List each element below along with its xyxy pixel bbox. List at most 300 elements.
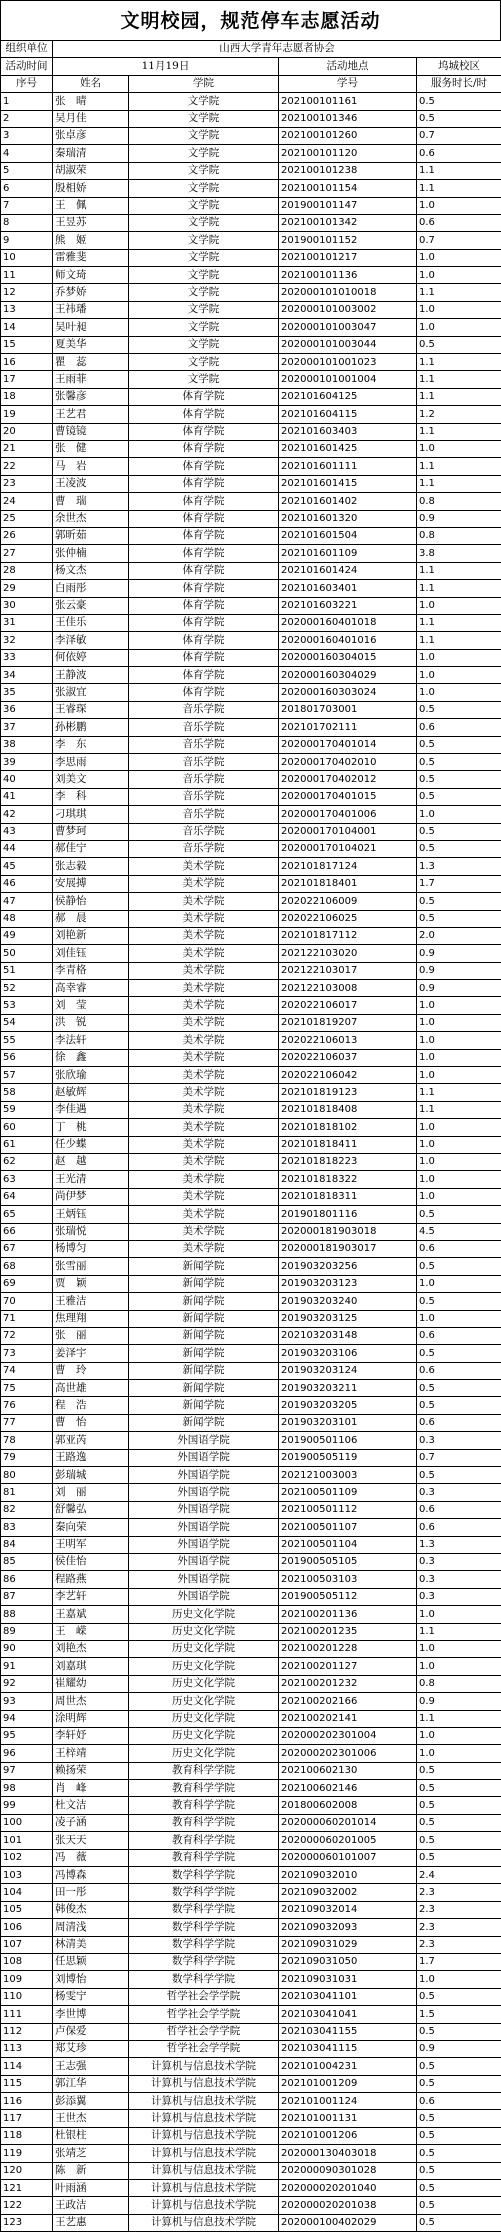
table-row (1, 180, 501, 197)
cell-name: 白雨彤 (53, 580, 129, 597)
cell-college: 外国语学院 (129, 1536, 279, 1553)
cell-student-id: 202000170402010 (279, 754, 417, 771)
cell-hours: 0.5 (417, 1345, 501, 1362)
cell-index: 60 (1, 1119, 53, 1136)
cell-college: 哲学社会学学院 (129, 2040, 279, 2057)
cell-name: 李思雨 (53, 754, 129, 771)
cell-student-id: 202100602130 (279, 1762, 417, 1779)
cell-college: 美术学院 (129, 910, 279, 927)
cell-name: 刘艳杰 (53, 1640, 129, 1657)
cell-student-id: 202100202141 (279, 1710, 417, 1727)
cell-index: 38 (1, 736, 53, 753)
table-row (1, 1501, 501, 1518)
table-row (1, 354, 501, 371)
cell-name: 侯静怡 (53, 893, 129, 910)
cell-student-id: 202100202166 (279, 1693, 417, 1710)
time-value: 11月19日 (53, 58, 279, 75)
cell-name: 周清浅 (53, 1919, 129, 1936)
cell-college: 教育科学学院 (129, 1814, 279, 1831)
cell-hours: 1.1 (417, 458, 501, 475)
cell-index: 80 (1, 1467, 53, 1484)
cell-index: 6 (1, 180, 53, 197)
org-value: 山西大学青年志愿者协会 (53, 41, 501, 58)
cell-hours: 0.5 (417, 2110, 501, 2127)
cell-college: 文学院 (129, 249, 279, 266)
cell-student-id: 202101601424 (279, 562, 417, 579)
cell-hours: 0.5 (417, 2214, 501, 2231)
cell-hours: 0.5 (417, 2145, 501, 2162)
cell-index: 90 (1, 1640, 53, 1657)
cell-name: 王昱苏 (53, 214, 129, 231)
cell-college: 文学院 (129, 162, 279, 179)
table-row (1, 2127, 501, 2144)
cell-name: 刘嘉琪 (53, 1658, 129, 1675)
cell-student-id: 202100101161 (279, 93, 417, 110)
cell-college: 美术学院 (129, 1206, 279, 1223)
table-row (1, 1345, 501, 1362)
cell-hours: 1.1 (417, 388, 501, 405)
cell-student-id: 202000181903018 (279, 1223, 417, 1240)
cell-hours: 1.0 (417, 249, 501, 266)
cell-name: 刘 莹 (53, 997, 129, 1014)
cell-college: 文学院 (129, 110, 279, 127)
table-row (1, 1101, 501, 1118)
table-row (1, 1762, 501, 1779)
table-row (1, 440, 501, 457)
cell-student-id: 202101004231 (279, 2058, 417, 2075)
cell-index: 57 (1, 1067, 53, 1084)
cell-student-id: 201900101152 (279, 232, 417, 249)
cell-index: 47 (1, 893, 53, 910)
table-row (1, 2040, 501, 2057)
cell-index: 44 (1, 840, 53, 857)
cell-college: 体育学院 (129, 423, 279, 440)
cell-hours: 0.6 (417, 1501, 501, 1518)
cell-name: 刘佳钰 (53, 945, 129, 962)
cell-student-id: 202100503103 (279, 1571, 417, 1588)
cell-college: 计算机与信息技术学院 (129, 2075, 279, 2092)
cell-hours: 1.7 (417, 1953, 501, 1970)
cell-student-id: 202022106013 (279, 1032, 417, 1049)
cell-name: 曹梦珂 (53, 823, 129, 840)
cell-name: 刘博怡 (53, 1971, 129, 1988)
table-row (1, 962, 501, 979)
cell-hours: 2.3 (417, 1901, 501, 1918)
cell-college: 教育科学学院 (129, 1780, 279, 1797)
cell-college: 文学院 (129, 232, 279, 249)
cell-hours: 0.9 (417, 980, 501, 997)
cell-hours: 2.3 (417, 1919, 501, 1936)
cell-hours: 1.0 (417, 1136, 501, 1153)
cell-student-id: 202101601504 (279, 527, 417, 544)
cell-index: 61 (1, 1136, 53, 1153)
cell-name: 姜泽宇 (53, 1345, 129, 1362)
cell-index: 54 (1, 1014, 53, 1031)
cell-index: 67 (1, 1240, 53, 1257)
table-row (1, 1049, 501, 1066)
cell-student-id: 202100201228 (279, 1640, 417, 1657)
cell-hours: 1.1 (417, 632, 501, 649)
cell-college: 外国语学院 (129, 1449, 279, 1466)
table-row (1, 1675, 501, 1692)
cell-college: 外国语学院 (129, 1501, 279, 1518)
cell-college: 哲学社会学学院 (129, 2006, 279, 2023)
cell-index: 39 (1, 754, 53, 771)
table-row (1, 162, 501, 179)
cell-student-id: 202109032014 (279, 1901, 417, 1918)
cell-name: 彭瑞城 (53, 1467, 129, 1484)
table-row (1, 1606, 501, 1623)
cell-hours: 0.6 (417, 1519, 501, 1536)
cell-hours: 0.7 (417, 232, 501, 249)
cell-index: 35 (1, 684, 53, 701)
cell-index: 24 (1, 493, 53, 510)
cell-name: 雷雅斐 (53, 249, 129, 266)
cell-college: 外国语学院 (129, 1432, 279, 1449)
cell-hours: 1.0 (417, 1971, 501, 1988)
cell-hours: 0.8 (417, 493, 501, 510)
cell-college: 文学院 (129, 267, 279, 284)
cell-hours: 0.7 (417, 127, 501, 144)
cell-student-id: 202101601425 (279, 440, 417, 457)
column-header-row (1, 75, 501, 92)
cell-college: 美术学院 (129, 980, 279, 997)
cell-student-id: 202000101003047 (279, 319, 417, 336)
cell-college: 教育科学学院 (129, 1797, 279, 1814)
cell-college: 数学科学学院 (129, 1936, 279, 1953)
table-row (1, 1414, 501, 1431)
cell-student-id: 201903203124 (279, 1362, 417, 1379)
cell-name: 瞿 蕊 (53, 354, 129, 371)
table-row (1, 1484, 501, 1501)
cell-name: 刁琪琪 (53, 806, 129, 823)
cell-name: 程路燕 (53, 1571, 129, 1588)
org-label: 组织单位 (1, 41, 53, 58)
cell-name: 任思颖 (53, 1953, 129, 1970)
cell-student-id: 202122103017 (279, 962, 417, 979)
cell-college: 数学科学学院 (129, 1867, 279, 1884)
cell-hours: 0.8 (417, 1675, 501, 1692)
cell-hours: 2.3 (417, 1936, 501, 1953)
cell-college: 美术学院 (129, 962, 279, 979)
cell-index: 97 (1, 1762, 53, 1779)
table-row (1, 475, 501, 492)
cell-index: 7 (1, 197, 53, 214)
cell-hours: 0.5 (417, 893, 501, 910)
cell-index: 22 (1, 458, 53, 475)
cell-college: 美术学院 (129, 1136, 279, 1153)
cell-name: 王静波 (53, 667, 129, 684)
cell-index: 122 (1, 2197, 53, 2214)
cell-hours: 0.9 (417, 945, 501, 962)
table-row (1, 1467, 501, 1484)
cell-hours: 1.0 (417, 1727, 501, 1744)
cell-name: 郝佳宁 (53, 840, 129, 857)
cell-college: 音乐学院 (129, 754, 279, 771)
cell-name: 张 健 (53, 440, 129, 457)
cell-name: 李 科 (53, 788, 129, 805)
cell-college: 新闻学院 (129, 1327, 279, 1344)
cell-student-id: 202101817112 (279, 927, 417, 944)
cell-index: 68 (1, 1258, 53, 1275)
table-row (1, 771, 501, 788)
cell-college: 美术学院 (129, 1154, 279, 1171)
cell-student-id: 201903203256 (279, 1258, 417, 1275)
cell-name: 师文琦 (53, 267, 129, 284)
cell-name: 殷相娇 (53, 180, 129, 197)
cell-hours: 1.0 (417, 1014, 501, 1031)
cell-college: 音乐学院 (129, 736, 279, 753)
cell-college: 新闻学院 (129, 1258, 279, 1275)
cell-name: 焦理翔 (53, 1310, 129, 1327)
cell-index: 110 (1, 1988, 53, 2005)
cell-index: 92 (1, 1675, 53, 1692)
cell-index: 95 (1, 1727, 53, 1744)
cell-student-id: 202101818411 (279, 1136, 417, 1153)
table-row (1, 1953, 501, 1970)
table-row (1, 1640, 501, 1657)
cell-index: 87 (1, 1588, 53, 1605)
cell-hours: 1.1 (417, 162, 501, 179)
cell-student-id: 202000130403018 (279, 2145, 417, 2162)
cell-hours: 1.1 (417, 1101, 501, 1118)
cell-index: 94 (1, 1710, 53, 1727)
cell-student-id: 202100101120 (279, 145, 417, 162)
cell-college: 新闻学院 (129, 1414, 279, 1431)
cell-student-id: 202000170401015 (279, 788, 417, 805)
table-row (1, 1432, 501, 1449)
cell-student-id: 202101818102 (279, 1119, 417, 1136)
cell-index: 65 (1, 1206, 53, 1223)
cell-student-id: 202101819123 (279, 1084, 417, 1101)
cell-name: 王佳乐 (53, 614, 129, 631)
cell-college: 计算机与信息技术学院 (129, 2214, 279, 2231)
cell-name: 郑艾珍 (53, 2040, 129, 2057)
cell-college: 历史文化学院 (129, 1693, 279, 1710)
cell-name: 徐 鑫 (53, 1049, 129, 1066)
cell-name: 程 浩 (53, 1397, 129, 1414)
cell-student-id: 201900505112 (279, 1588, 417, 1605)
cell-hours: 0.5 (417, 701, 501, 718)
cell-college: 美术学院 (129, 1171, 279, 1188)
table-row (1, 667, 501, 684)
cell-name: 吴叶昶 (53, 319, 129, 336)
table-row (1, 754, 501, 771)
cell-name: 李 东 (53, 736, 129, 753)
cell-index: 49 (1, 927, 53, 944)
cell-name: 周世杰 (53, 1693, 129, 1710)
cell-index: 64 (1, 1188, 53, 1205)
cell-college: 文学院 (129, 180, 279, 197)
cell-student-id: 202100501112 (279, 1501, 417, 1518)
cell-hours: 3.8 (417, 545, 501, 562)
table-row (1, 1136, 501, 1153)
cell-index: 13 (1, 301, 53, 318)
cell-name: 张靖芝 (53, 2145, 129, 2162)
cell-student-id: 201903203123 (279, 1275, 417, 1292)
cell-hours: 1.1 (417, 284, 501, 301)
cell-index: 84 (1, 1536, 53, 1553)
table-row (1, 1797, 501, 1814)
cell-college: 文学院 (129, 145, 279, 162)
table-row (1, 649, 501, 666)
cell-hours: 1.0 (417, 440, 501, 457)
cell-college: 文学院 (129, 301, 279, 318)
cell-index: 43 (1, 823, 53, 840)
cell-name: 何依婷 (53, 649, 129, 666)
cell-student-id: 201903203106 (279, 1345, 417, 1362)
cell-index: 9 (1, 232, 53, 249)
cell-index: 115 (1, 2075, 53, 2092)
cell-index: 116 (1, 2093, 53, 2110)
table-row (1, 1119, 501, 1136)
cell-index: 58 (1, 1084, 53, 1101)
cell-student-id: 202022106017 (279, 997, 417, 1014)
cell-student-id: 202000060101007 (279, 1849, 417, 1866)
cell-hours: 0.3 (417, 1553, 501, 1570)
table-row (1, 336, 501, 353)
cell-hours: 1.1 (417, 562, 501, 579)
cell-hours: 0.5 (417, 1467, 501, 1484)
cell-index: 53 (1, 997, 53, 1014)
cell-college: 文学院 (129, 197, 279, 214)
cell-name: 尚伊梦 (53, 1188, 129, 1205)
cell-college: 计算机与信息技术学院 (129, 2180, 279, 2197)
table-row (1, 1206, 501, 1223)
cell-hours: 1.0 (417, 301, 501, 318)
table-row (1, 684, 501, 701)
cell-name: 夏美华 (53, 336, 129, 353)
table-row (1, 1745, 501, 1762)
cell-hours: 1.0 (417, 997, 501, 1014)
cell-index: 8 (1, 214, 53, 231)
table-row (1, 806, 501, 823)
table-row (1, 93, 501, 110)
cell-student-id: 202101601109 (279, 545, 417, 562)
table-row (1, 458, 501, 475)
table-row (1, 580, 501, 597)
cell-hours: 1.0 (417, 667, 501, 684)
cell-hours: 1.0 (417, 1188, 501, 1205)
cell-hours: 1.1 (417, 614, 501, 631)
table-row (1, 267, 501, 284)
cell-college: 体育学院 (129, 510, 279, 527)
cell-hours: 0.5 (417, 1380, 501, 1397)
time-label: 活动时间 (1, 58, 53, 75)
cell-student-id: 202100201232 (279, 1675, 417, 1692)
cell-college: 文学院 (129, 319, 279, 336)
cell-name: 林清美 (53, 1936, 129, 1953)
table-row (1, 197, 501, 214)
cell-hours: 1.1 (417, 1710, 501, 1727)
cell-hours: 1.0 (417, 1067, 501, 1084)
cell-name: 张瑞悦 (53, 1223, 129, 1240)
cell-college: 新闻学院 (129, 1362, 279, 1379)
cell-index: 18 (1, 388, 53, 405)
cell-student-id: 202000101010018 (279, 284, 417, 301)
cell-hours: 0.6 (417, 2093, 501, 2110)
cell-name: 杨文杰 (53, 562, 129, 579)
table-row (1, 1780, 501, 1797)
cell-student-id: 202101603401 (279, 580, 417, 597)
cell-index: 37 (1, 719, 53, 736)
cell-student-id: 202000202301004 (279, 1727, 417, 1744)
table-row (1, 371, 501, 388)
cell-hours: 0.6 (417, 719, 501, 736)
cell-student-id: 202101601111 (279, 458, 417, 475)
cell-student-id: 202103041041 (279, 2006, 417, 2023)
cell-student-id: 202000020201040 (279, 2180, 417, 2197)
cell-name: 杨雯宁 (53, 1988, 129, 2005)
cell-hours: 0.5 (417, 1797, 501, 1814)
cell-hours: 0.5 (417, 1258, 501, 1275)
cell-name: 赖扬荣 (53, 1762, 129, 1779)
table-row (1, 1032, 501, 1049)
cell-college: 美术学院 (129, 997, 279, 1014)
cell-hours: 1.7 (417, 875, 501, 892)
cell-hours: 1.0 (417, 649, 501, 666)
cell-name: 王炳钰 (53, 1206, 129, 1223)
cell-student-id: 202000101003002 (279, 301, 417, 318)
cell-index: 114 (1, 2058, 53, 2075)
table-row (1, 110, 501, 127)
cell-student-id: 202101601402 (279, 493, 417, 510)
cell-hours: 0.5 (417, 1988, 501, 2005)
header-college: 学院 (129, 75, 279, 92)
table-row (1, 545, 501, 562)
table-row (1, 736, 501, 753)
cell-hours: 0.5 (417, 788, 501, 805)
cell-hours: 1.0 (417, 1640, 501, 1657)
cell-student-id: 202100101342 (279, 214, 417, 231)
cell-name: 刘艳新 (53, 927, 129, 944)
cell-name: 张雪丽 (53, 1258, 129, 1275)
cell-index: 70 (1, 1293, 53, 1310)
cell-name: 张志毅 (53, 858, 129, 875)
table-row (1, 980, 501, 997)
cell-student-id: 201901801116 (279, 1206, 417, 1223)
cell-student-id: 202022106025 (279, 910, 417, 927)
cell-college: 新闻学院 (129, 1310, 279, 1327)
cell-college: 体育学院 (129, 388, 279, 405)
cell-student-id: 202101001209 (279, 2075, 417, 2092)
cell-index: 93 (1, 1693, 53, 1710)
cell-college: 体育学院 (129, 406, 279, 423)
cell-college: 文学院 (129, 336, 279, 353)
header-name: 姓名 (53, 75, 129, 92)
cell-college: 美术学院 (129, 858, 279, 875)
cell-student-id: 202100101217 (279, 249, 417, 266)
table-row (1, 1814, 501, 1831)
cell-student-id: 202122103008 (279, 980, 417, 997)
cell-index: 11 (1, 267, 53, 284)
cell-index: 23 (1, 475, 53, 492)
cell-college: 体育学院 (129, 597, 279, 614)
table-row (1, 2162, 501, 2179)
cell-name: 涂明辉 (53, 1710, 129, 1727)
table-row (1, 423, 501, 440)
cell-index: 66 (1, 1223, 53, 1240)
cell-college: 历史文化学院 (129, 1606, 279, 1623)
cell-name: 孙彬鹏 (53, 719, 129, 736)
cell-student-id: 202000202301006 (279, 1745, 417, 1762)
cell-name: 张天天 (53, 1832, 129, 1849)
cell-student-id: 202101603403 (279, 423, 417, 440)
cell-college: 体育学院 (129, 440, 279, 457)
cell-student-id: 202109031050 (279, 1953, 417, 1970)
cell-college: 外国语学院 (129, 1553, 279, 1570)
cell-hours: 0.9 (417, 510, 501, 527)
